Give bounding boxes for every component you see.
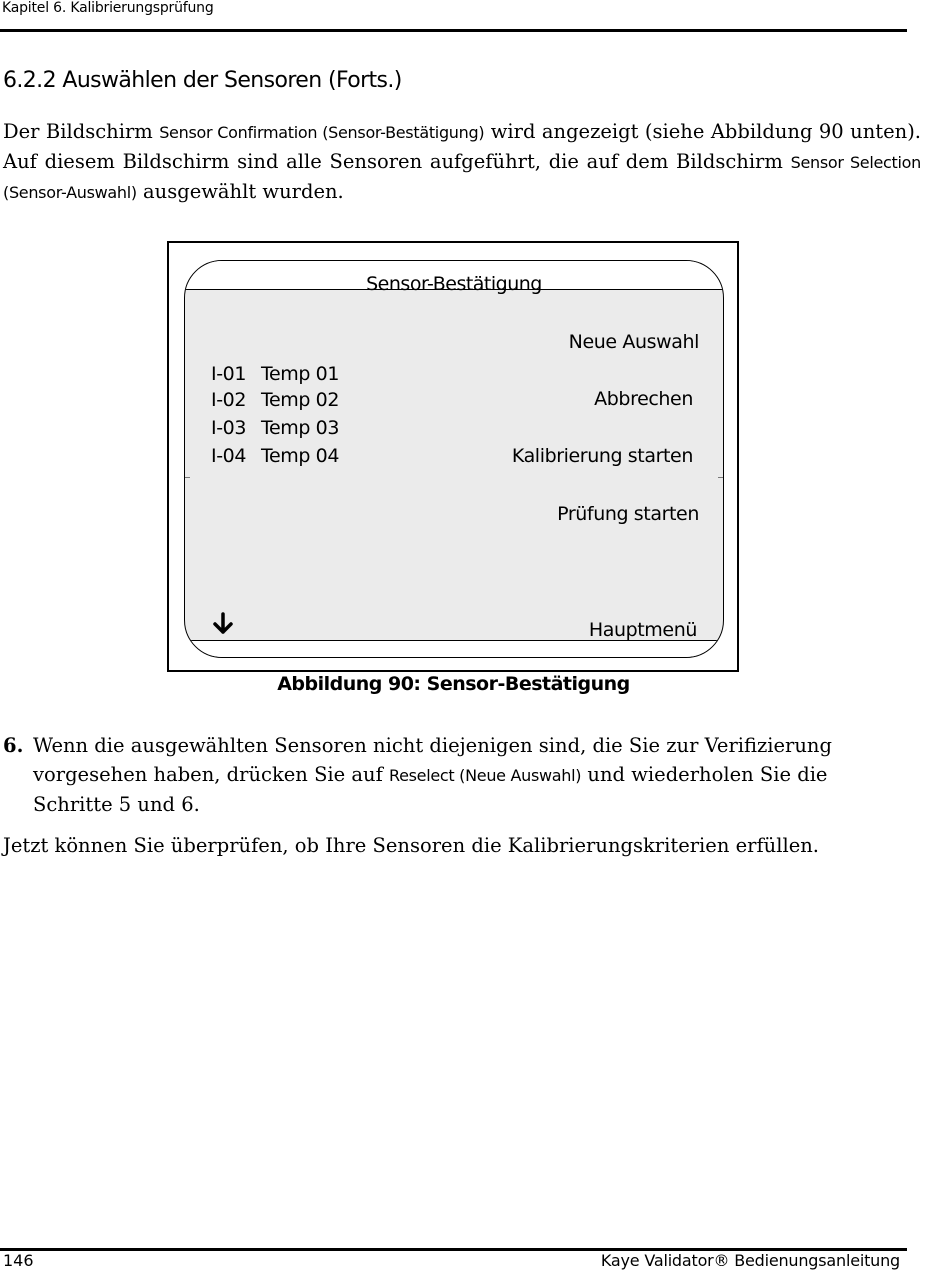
sensor-name: Temp 03 xyxy=(261,417,340,439)
start-calibration-button[interactable]: Kalibrierung starten xyxy=(511,445,693,467)
sensor-list-item xyxy=(211,363,339,385)
closing-paragraph: Jetzt können Sie überprüfen, ob Ihre Sensoren die Kalibrierungskriterien erfüllen. xyxy=(3,834,820,857)
sensor-name: Temp 01 xyxy=(261,363,340,385)
page-number: 146 xyxy=(3,1251,34,1270)
ui-term-sensor-selection: Sensor Selection (Sensor-Auswahl) xyxy=(3,153,921,202)
running-head: Kapitel 6. Kalibrierungsprüfung xyxy=(2,0,214,16)
intro-paragraph: Der Bildschirm Sensor Confirmation (Sensor-Bestätigung) wird angezeigt (siehe Abbildung 90 unten). Auf diesem Bildschirm sind alle Sensoren aufgeführt, die auf dem Bildschirm Sensor Selection (Sensor-Auswahl) ausgewählt wurden. xyxy=(3,120,921,203)
sensor-id: I-03 xyxy=(211,417,247,439)
sensor-id: I-04 xyxy=(211,445,247,467)
arrow-down-icon[interactable] xyxy=(211,612,235,636)
figure-90 xyxy=(167,241,739,672)
device-screen xyxy=(184,260,724,658)
screen-side-tick xyxy=(718,477,723,478)
ui-term-reselect: Reselect (Neue Auswahl) xyxy=(389,766,582,785)
manual-title: Kaye Validator® Bedienungsanleitung xyxy=(600,1251,900,1270)
sensor-id: I-01 xyxy=(211,363,247,385)
cancel-button[interactable]: Abbrechen xyxy=(594,388,693,410)
sensor-id: I-02 xyxy=(211,389,247,411)
step-number: 6. xyxy=(3,734,24,757)
main-menu-button[interactable]: Hauptmenü xyxy=(588,619,697,641)
reselect-button[interactable]: Neue Auswahl xyxy=(568,331,699,353)
header-rule xyxy=(0,29,907,32)
sensor-list-item xyxy=(211,389,339,411)
figure-caption: Abbildung 90: Sensor-Bestätigung xyxy=(277,673,630,695)
step-text: Wenn die ausgewählten Sensoren nicht diejenigen sind, die Sie zur Verifizierung vorgesehen haben, drücken Sie auf Reselect (Neue Auswahl) und wiederholen Sie die Schritte 5 und 6. xyxy=(33,734,832,816)
screen-title: Sensor-Bestätigung xyxy=(366,273,542,295)
section-heading: 6.2.2 Auswählen der Sensoren (Forts.) xyxy=(3,68,402,93)
sensor-list-item xyxy=(211,417,339,439)
screen-footer xyxy=(185,640,723,657)
screen-side-tick xyxy=(185,477,190,478)
sensor-name: Temp 04 xyxy=(261,445,340,467)
sensor-name: Temp 02 xyxy=(261,389,340,411)
sensor-list-item xyxy=(211,445,339,467)
start-verification-button[interactable]: Prüfung starten xyxy=(557,503,699,525)
ui-term-sensor-confirmation: Sensor Confirmation (Sensor-Bestätigung) xyxy=(159,123,485,142)
